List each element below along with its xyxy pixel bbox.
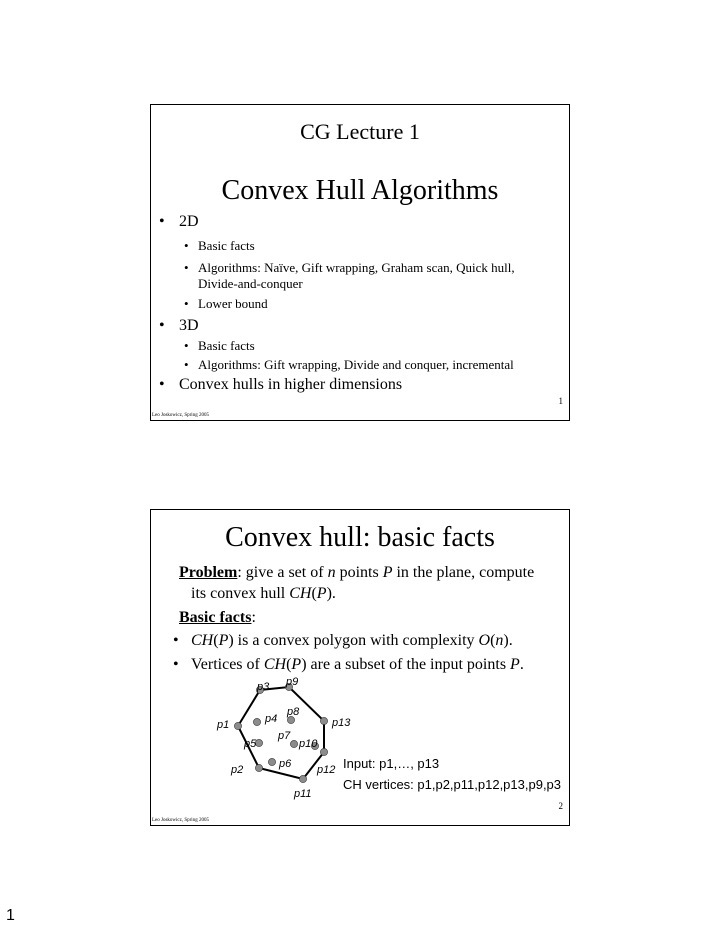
bullet-dot: • [173, 632, 179, 649]
label-p2: p2 [231, 764, 244, 776]
bullet-dot: • [184, 238, 189, 253]
label-p8: p8 [287, 706, 300, 718]
slide-1 [150, 104, 570, 421]
var-P: P [218, 632, 229, 649]
problem-text: ( [311, 585, 317, 602]
label-p11: p11 [294, 788, 312, 800]
fact-text: ). [503, 632, 513, 649]
fact-text: ) are a subset of the input points [301, 656, 511, 673]
var-P: P [510, 656, 520, 673]
point-marker [290, 740, 297, 747]
var-O: O [478, 632, 491, 649]
label-p5: p5 [244, 738, 257, 750]
bullet-dot: • [159, 376, 165, 393]
fact-text: ( [213, 632, 219, 649]
point-marker [255, 764, 262, 771]
slide2-title: Convex hull: basic facts [225, 522, 495, 553]
sub-bullet-algorithms: Algorithms: Naïve, Gift wrapping, Graham scan, Quick hull, [198, 260, 515, 275]
point-marker [255, 739, 262, 746]
sub-bullet-3d-algorithms: Algorithms: Gift wrapping, Divide and conquer, incremental [198, 357, 514, 372]
slide1-page-number: 1 [558, 396, 563, 406]
slide-2 [150, 509, 570, 826]
var-CH: CH [191, 632, 214, 649]
problem-text: points [335, 564, 383, 581]
bullet-dot: • [184, 260, 189, 275]
point-marker [234, 722, 241, 729]
label-p7: p7 [278, 730, 291, 742]
basic-facts-label: Basic facts [179, 609, 252, 626]
label-p9: p9 [286, 676, 299, 688]
point-marker [253, 718, 260, 725]
fact-text: . [519, 656, 524, 673]
bullet-dot: • [184, 338, 189, 353]
bullet-dot: • [159, 317, 165, 334]
fact-text: ( [286, 656, 292, 673]
slide1-course-title: CG Lecture 1 [300, 119, 420, 144]
problem-text: in the plane, compute [392, 564, 535, 581]
bullet-dot: • [159, 213, 165, 230]
bullet-dot: • [184, 357, 189, 372]
label-p6: p6 [279, 758, 292, 770]
bullet-dot: • [184, 296, 189, 311]
input-label: Input: p1,…, p13 [343, 756, 440, 771]
problem-label: Problem [179, 564, 238, 581]
label-p13: p13 [332, 717, 351, 729]
slide1-title: Convex Hull Algorithms [221, 175, 499, 206]
var-n: n [495, 632, 504, 649]
point-marker [320, 748, 327, 755]
sub-bullet-3d-basic-facts: Basic facts [198, 338, 255, 353]
var-n: n [327, 564, 336, 581]
fact-text: ) is a convex polygon with complexity [228, 632, 479, 649]
label-p10: p10 [299, 738, 318, 750]
label-p3: p3 [257, 681, 270, 693]
label-p4: p4 [265, 713, 278, 725]
label-p12: p12 [317, 764, 336, 776]
fact-text: ( [490, 632, 496, 649]
sub-bullet-lower-bound: Lower bound [198, 296, 268, 311]
ch-vertices-label: CH vertices: p1,p2,p11,p12,p13,p9,p3 [343, 777, 562, 792]
slide2-page-number: 2 [558, 801, 563, 811]
problem-text: : give a set of [237, 564, 328, 581]
problem-text: ). [326, 585, 336, 602]
var-CH: CH [263, 656, 287, 673]
bullet-3d: 3D [179, 317, 199, 334]
point-marker [299, 775, 306, 782]
label-p1: p1 [217, 719, 230, 731]
basic-facts-colon: : [251, 609, 256, 626]
point-marker [268, 758, 275, 765]
slide1-footer: Leo Joskowicz, Spring 2005 [152, 413, 209, 418]
fact-text: Vertices of [191, 656, 264, 673]
slide2-footer: Leo Joskowicz, Spring 2005 [152, 818, 209, 823]
var-P: P [382, 564, 393, 581]
var-CH: CH [289, 585, 312, 602]
sub-bullet-basic-facts: Basic facts [198, 238, 255, 253]
page-number: 1 [6, 907, 15, 924]
var-P: P [316, 585, 327, 602]
bullet-higher-dims: Convex hulls in higher dimensions [179, 376, 403, 393]
problem-text: its convex hull [191, 585, 290, 602]
sub-bullet-algorithms-cont: Divide-and-conquer [198, 276, 303, 291]
var-P: P [291, 656, 302, 673]
bullet-dot: • [173, 656, 179, 673]
point-marker [320, 717, 327, 724]
bullet-2d: 2D [179, 213, 199, 230]
